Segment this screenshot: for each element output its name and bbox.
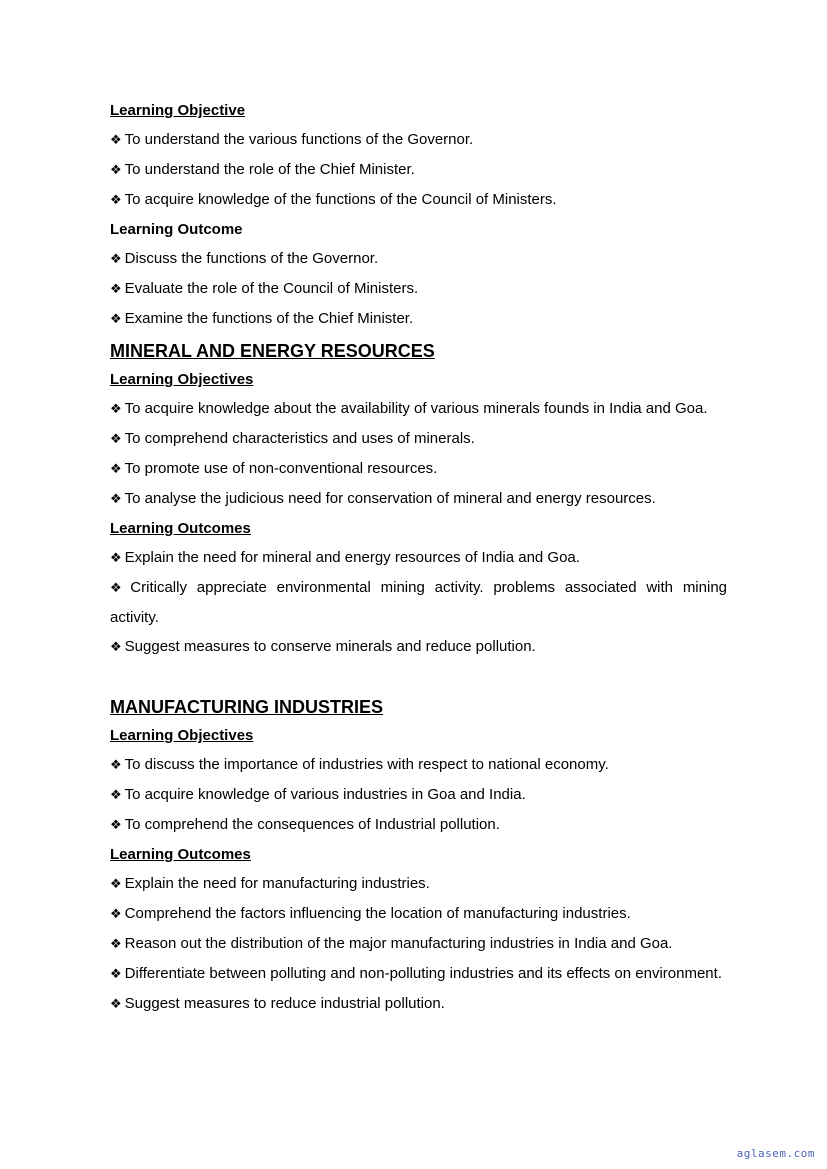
- bullet-icon: ❖: [110, 937, 122, 952]
- learning-objectives-heading: Learning Objectives: [110, 727, 254, 744]
- list-item: ❖ To promote use of non-conventional resources.: [110, 460, 438, 477]
- bullet-icon: ❖: [110, 193, 122, 208]
- learning-outcome-heading: Learning Outcome: [110, 221, 243, 238]
- bullet-icon: ❖: [110, 581, 128, 596]
- list-item: ❖ Explain the need for manufacturing industries.: [110, 875, 430, 892]
- bullet-icon: ❖: [110, 877, 122, 892]
- bullet-icon: ❖: [110, 907, 122, 922]
- section-title-manufacturing: MANUFACTURING INDUSTRIES: [110, 697, 383, 717]
- learning-objective-heading: Learning Objective: [110, 102, 246, 119]
- list-item: ❖ To understand the role of the Chief Minister.: [110, 161, 415, 178]
- list-item: ❖ Critically appreciate environmental mining activity. problems associated with mining activity.: [110, 579, 728, 626]
- bullet-icon: ❖: [110, 967, 122, 982]
- list-item: ❖ To analyse the judicious need for conservation of mineral and energy resources.: [110, 490, 656, 507]
- list-item: ❖ Discuss the functions of the Governor.: [110, 250, 379, 267]
- list-item: ❖ Suggest measures to conserve minerals and reduce pollution.: [110, 638, 536, 655]
- list-item: ❖ To acquire knowledge of the functions of the Council of Ministers.: [110, 191, 557, 208]
- list-item: ❖ Examine the functions of the Chief Minister.: [110, 310, 414, 327]
- bullet-icon: ❖: [110, 402, 122, 417]
- bullet-icon: ❖: [110, 492, 122, 507]
- section-title-mineral: MINERAL AND ENERGY RESOURCES: [110, 341, 435, 361]
- bullet-icon: ❖: [110, 788, 122, 803]
- list-item: ❖ To understand the various functions of the Governor.: [110, 131, 474, 148]
- list-item: ❖ To acquire knowledge of various industries in Goa and India.: [110, 786, 526, 803]
- list-item: ❖ To comprehend the consequences of Industrial pollution.: [110, 816, 500, 833]
- list-item: ❖ Explain the need for mineral and energy resources of India and Goa.: [110, 549, 580, 566]
- bullet-icon: ❖: [110, 252, 122, 267]
- list-item: ❖ Reason out the distribution of the major manufacturing industries in India and Goa.: [110, 935, 673, 952]
- bullet-icon: ❖: [110, 551, 122, 566]
- watermark-link[interactable]: aglasem.com: [736, 1147, 815, 1160]
- bullet-icon: ❖: [110, 282, 122, 297]
- learning-objectives-heading: Learning Objectives: [110, 371, 254, 388]
- list-item: ❖ Comprehend the factors influencing the location of manufacturing industries.: [110, 905, 631, 922]
- learning-outcomes-heading: Learning Outcomes: [110, 520, 251, 537]
- list-item: ❖ Differentiate between polluting and non-polluting industries and its effects on environment.: [110, 965, 722, 982]
- bullet-icon: ❖: [110, 758, 122, 773]
- bullet-icon: ❖: [110, 997, 122, 1012]
- list-item: ❖ Evaluate the role of the Council of Ministers.: [110, 280, 419, 297]
- bullet-icon: ❖: [110, 133, 122, 148]
- document-page: [110, 96, 727, 1019]
- section-spacer: [110, 662, 727, 690]
- list-item: ❖ To acquire knowledge about the availability of various minerals founds in India and Goa.: [110, 400, 708, 417]
- bullet-icon: ❖: [110, 818, 122, 833]
- bullet-icon: ❖: [110, 432, 122, 447]
- bullet-icon: ❖: [110, 163, 122, 178]
- learning-outcomes-heading: Learning Outcomes: [110, 846, 251, 863]
- bullet-icon: ❖: [110, 640, 122, 655]
- bullet-icon: ❖: [110, 462, 122, 477]
- list-item: ❖ To comprehend characteristics and uses of minerals.: [110, 430, 475, 447]
- bullet-icon: ❖: [110, 312, 122, 327]
- list-item: ❖ Suggest measures to reduce industrial pollution.: [110, 995, 445, 1012]
- list-item: ❖ To discuss the importance of industries with respect to national economy.: [110, 756, 609, 773]
